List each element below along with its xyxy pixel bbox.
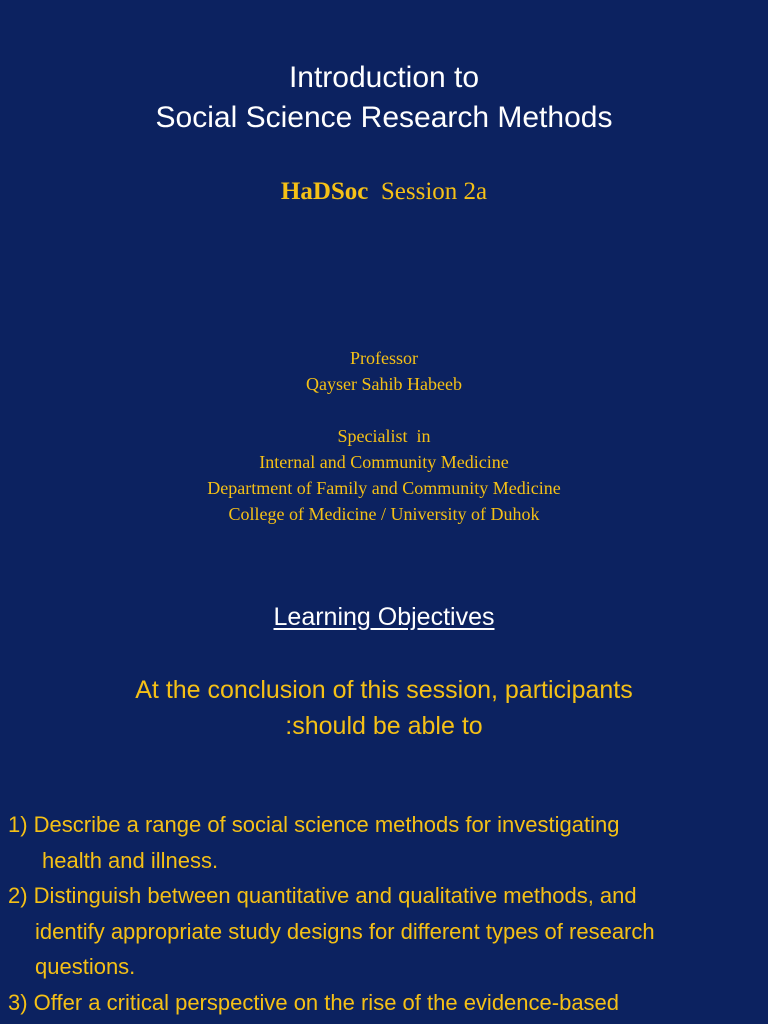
- author-specialty-line-1: Specialist in: [337, 426, 431, 446]
- objective-item: [8, 807, 763, 878]
- objectives-intro-line-2: :should be able to: [285, 712, 483, 740]
- objective-2-line-3: questions.: [35, 954, 136, 979]
- title-line-1: Introduction to: [288, 61, 480, 94]
- learning-objectives-heading: Learning Objectives: [273, 603, 495, 631]
- author-role: Professor: [350, 348, 418, 368]
- author-name: Qayser Sahib Habeeb: [306, 374, 462, 394]
- objectives-list: [8, 807, 763, 1020]
- objective-2-line-1: 2) Distinguish between quantitative and qualitative methods, and: [8, 883, 637, 908]
- author-block: [0, 345, 768, 527]
- objective-3-line-1: 3) Offer a critical perspective on the rise of the evidence-based: [8, 989, 620, 1015]
- author-department: Department of Family and Community Medicine: [207, 478, 561, 498]
- objective-item: [8, 985, 763, 1021]
- author-specialty-line-2: Internal and Community Medicine: [259, 452, 509, 472]
- title-line-2: Social Science Research Methods: [155, 101, 613, 134]
- course-code: HaDSoc: [280, 178, 369, 205]
- author-spacer: [0, 397, 768, 423]
- session-subtitle: [0, 176, 768, 208]
- slide-title: [0, 58, 768, 138]
- objective-1-line-1: 1) Describe a range of social science methods for investigating: [8, 812, 620, 837]
- objectives-intro: [0, 672, 768, 744]
- objectives-intro-line-1: At the conclusion of this session, participants: [135, 676, 633, 704]
- author-institution: College of Medicine / University of Duhok: [228, 504, 540, 524]
- session-label: Session 2a: [380, 178, 488, 205]
- objective-1-line-2: health and illness.: [42, 847, 219, 873]
- objective-2-line-2: identify appropriate study designs for different types of research: [35, 918, 655, 944]
- objective-item: [8, 878, 763, 985]
